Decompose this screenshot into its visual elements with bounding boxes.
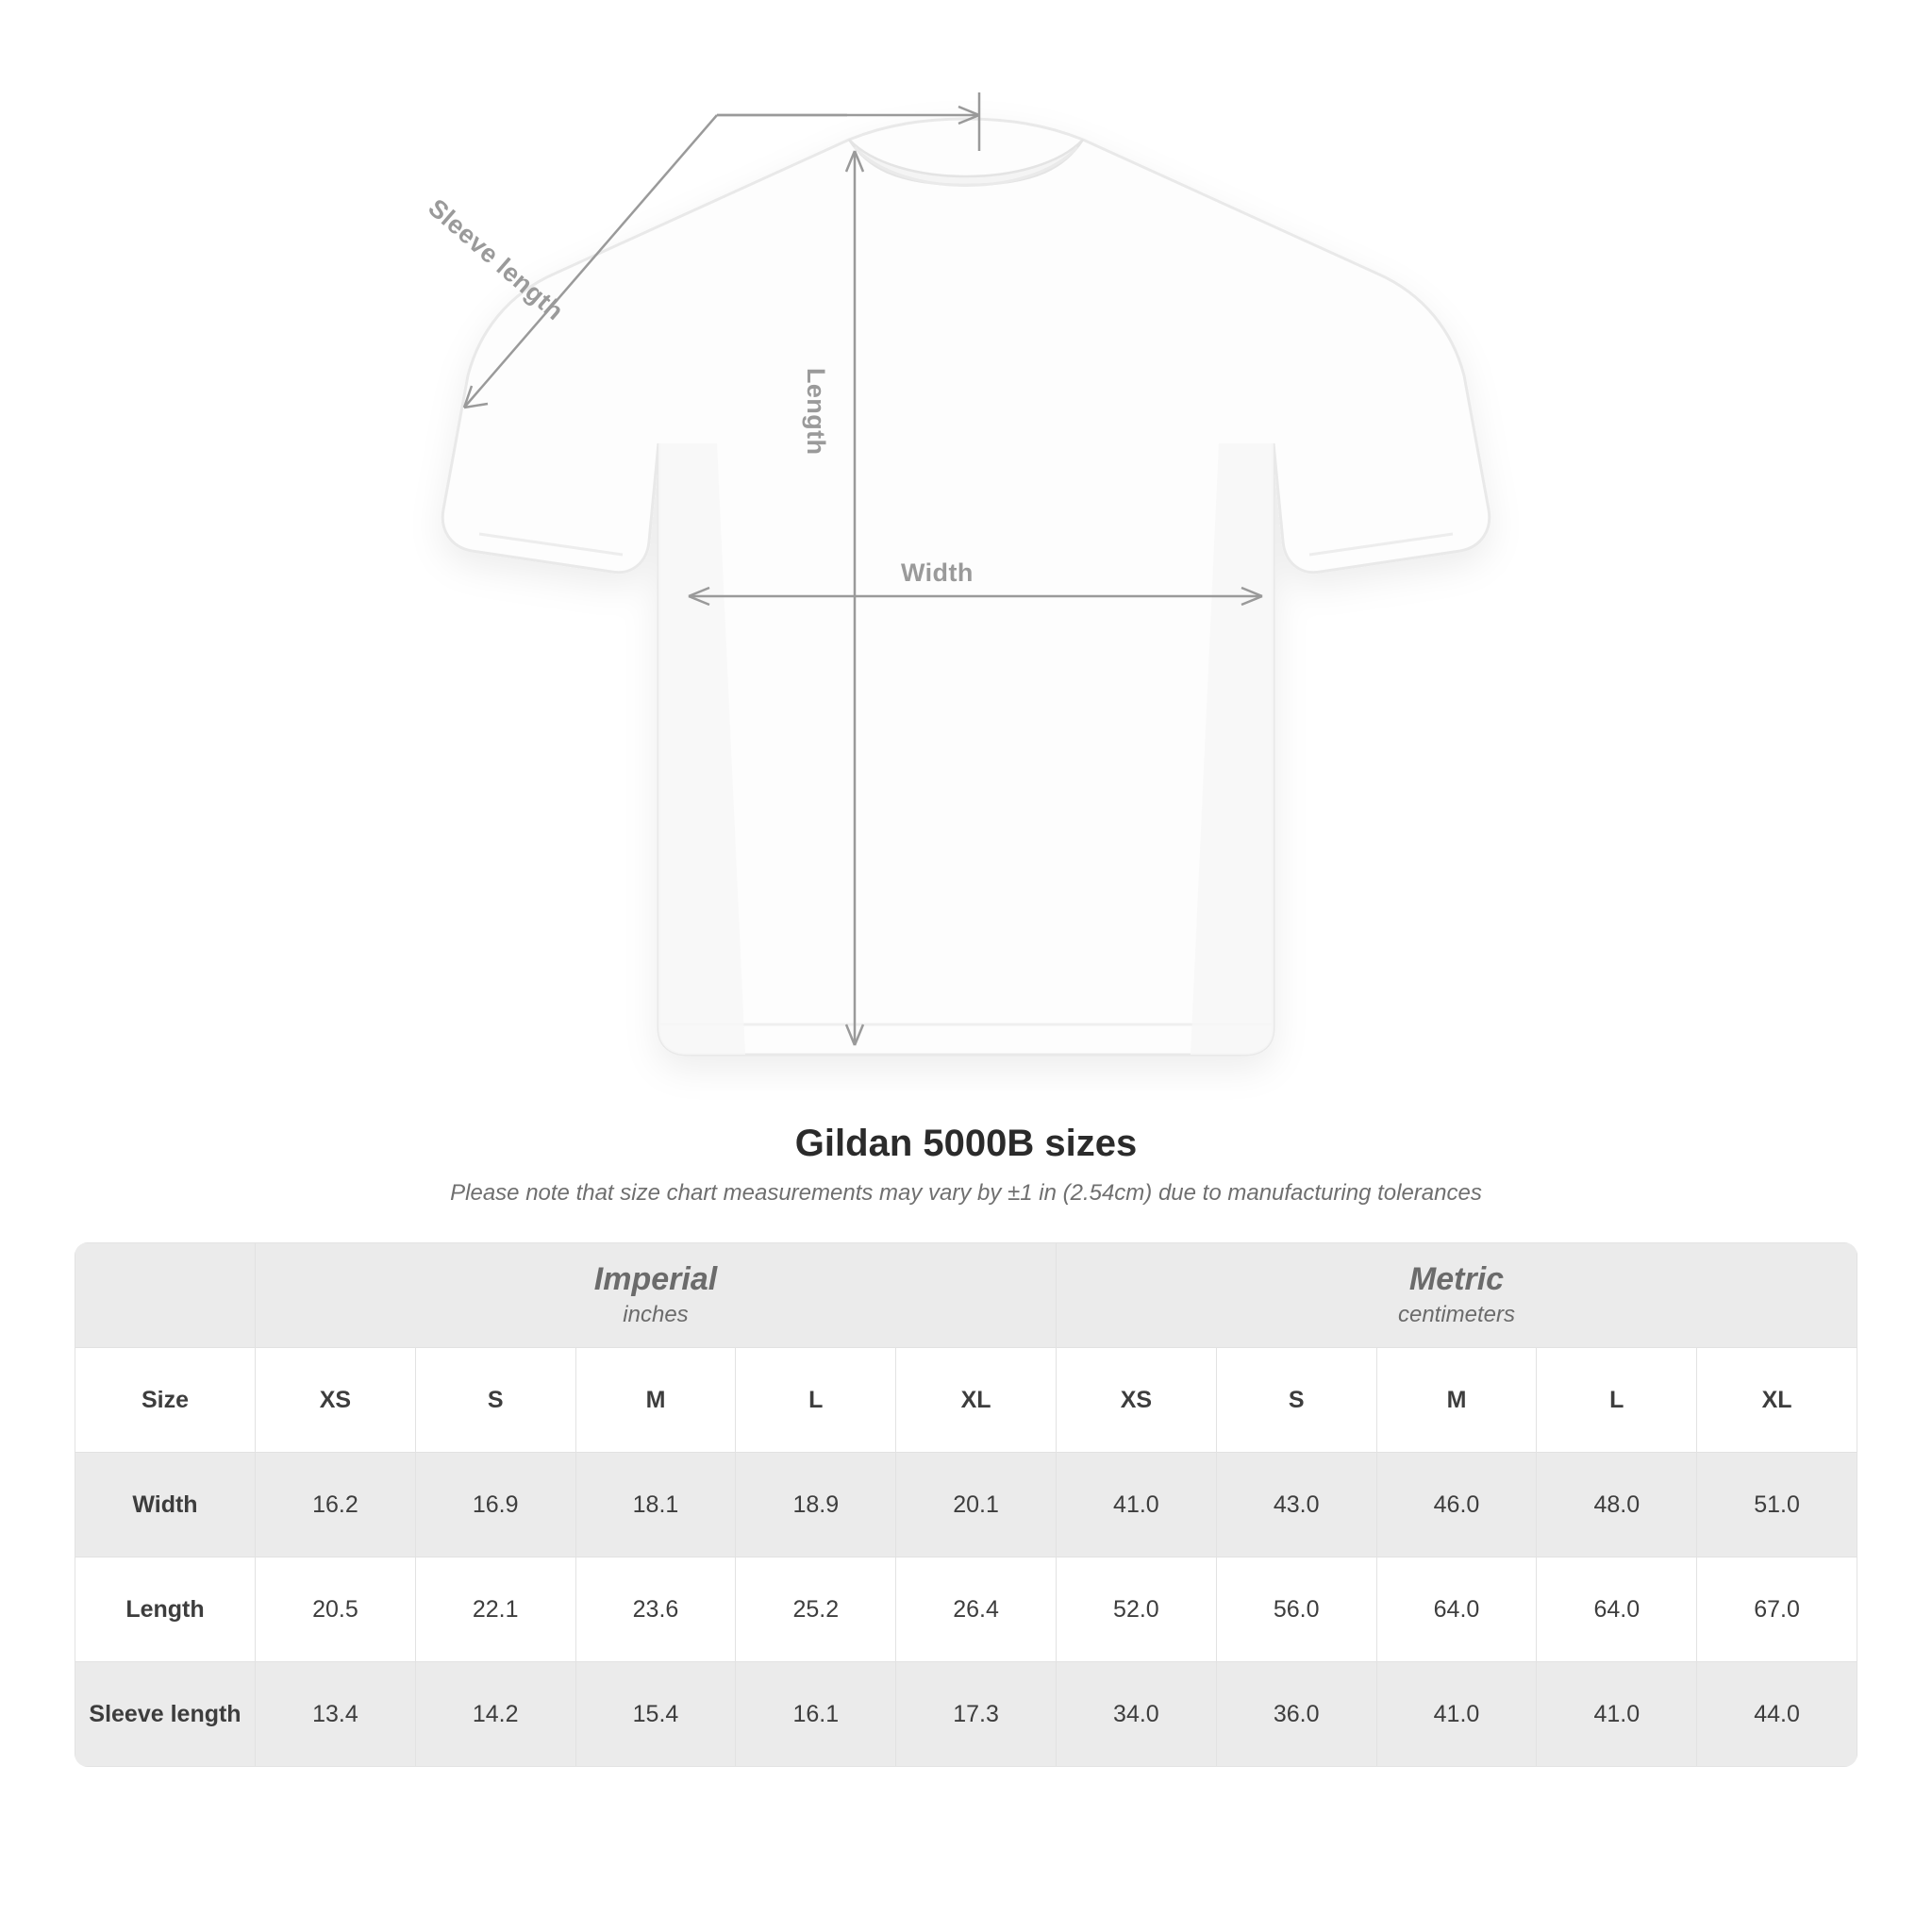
page-title: Gildan 5000B sizes xyxy=(794,1123,1138,1164)
table-row xyxy=(75,1662,1857,1767)
header-imperial-l: L xyxy=(736,1348,896,1453)
cell-sleeve-imperial-m: 15.4 xyxy=(575,1662,736,1767)
sleeve-length-dimension-label: Sleeve length xyxy=(423,193,570,326)
unit-group-spacer xyxy=(75,1243,256,1348)
cell-width-imperial-xs: 16.2 xyxy=(256,1453,416,1557)
table-header-row xyxy=(75,1348,1857,1453)
unit-group-imperial-sub: inches xyxy=(623,1302,689,1328)
cell-length-metric-s: 56.0 xyxy=(1216,1557,1376,1662)
cell-sleeve-imperial-xs: 13.4 xyxy=(256,1662,416,1767)
header-imperial-m: M xyxy=(575,1348,736,1453)
cell-width-metric-s: 43.0 xyxy=(1216,1453,1376,1557)
cell-width-metric-l: 48.0 xyxy=(1537,1453,1697,1557)
cell-length-imperial-m: 23.6 xyxy=(575,1557,736,1662)
row-label-sleeve-length: Sleeve length xyxy=(75,1662,256,1767)
cell-length-metric-xs: 52.0 xyxy=(1056,1557,1216,1662)
cell-length-metric-xl: 67.0 xyxy=(1697,1557,1857,1662)
cell-sleeve-metric-l: 41.0 xyxy=(1537,1662,1697,1767)
header-metric-m: M xyxy=(1376,1348,1537,1453)
unit-group-imperial xyxy=(256,1243,1057,1348)
cell-length-metric-l: 64.0 xyxy=(1537,1557,1697,1662)
size-chart-table-wrapper xyxy=(75,1242,1857,1767)
header-metric-xl: XL xyxy=(1697,1348,1857,1453)
unit-group-metric-sub: centimeters xyxy=(1397,1302,1516,1328)
cell-sleeve-imperial-s: 14.2 xyxy=(415,1662,575,1767)
header-metric-xs: XS xyxy=(1056,1348,1216,1453)
row-label-width: Width xyxy=(75,1453,256,1557)
cell-length-imperial-l: 25.2 xyxy=(736,1557,896,1662)
cell-width-imperial-s: 16.9 xyxy=(415,1453,575,1557)
length-dimension-label: Length xyxy=(802,368,830,456)
header-metric-l: L xyxy=(1537,1348,1697,1453)
unit-group-imperial-name: Imperial xyxy=(593,1260,718,1297)
unit-group-row xyxy=(75,1243,1857,1348)
table-row xyxy=(75,1453,1857,1557)
cell-width-metric-xs: 41.0 xyxy=(1056,1453,1216,1557)
unit-group-metric-name: Metric xyxy=(1408,1260,1505,1297)
width-dimension-label: Width xyxy=(901,558,974,587)
cell-width-metric-m: 46.0 xyxy=(1376,1453,1537,1557)
cell-sleeve-metric-s: 36.0 xyxy=(1216,1662,1376,1767)
header-imperial-s: S xyxy=(415,1348,575,1453)
cell-sleeve-imperial-l: 16.1 xyxy=(736,1662,896,1767)
row-label-length: Length xyxy=(75,1557,256,1662)
cell-length-imperial-xs: 20.5 xyxy=(256,1557,416,1662)
cell-width-imperial-l: 18.9 xyxy=(736,1453,896,1557)
size-chart-table xyxy=(75,1242,1857,1767)
cell-length-metric-m: 64.0 xyxy=(1376,1557,1537,1662)
table-row xyxy=(75,1557,1857,1662)
unit-group-metric xyxy=(1056,1243,1857,1348)
cell-sleeve-metric-xs: 34.0 xyxy=(1056,1662,1216,1767)
tolerance-note: Please note that size chart measurements may vary by ±1 in (2.54cm) due to manufacturing tolerances xyxy=(450,1180,1482,1206)
header-imperial-xs: XS xyxy=(256,1348,416,1453)
cell-width-metric-xl: 51.0 xyxy=(1697,1453,1857,1557)
header-size: Size xyxy=(75,1348,256,1453)
cell-sleeve-metric-m: 41.0 xyxy=(1376,1662,1537,1767)
header-metric-s: S xyxy=(1216,1348,1376,1453)
cell-sleeve-metric-xl: 44.0 xyxy=(1697,1662,1857,1767)
header-imperial-xl: XL xyxy=(896,1348,1057,1453)
cell-length-imperial-xl: 26.4 xyxy=(896,1557,1057,1662)
cell-sleeve-imperial-xl: 17.3 xyxy=(896,1662,1057,1767)
cell-width-imperial-xl: 20.1 xyxy=(896,1453,1057,1557)
title-block xyxy=(0,1123,1932,1207)
cell-width-imperial-m: 18.1 xyxy=(575,1453,736,1557)
cell-length-imperial-s: 22.1 xyxy=(415,1557,575,1662)
